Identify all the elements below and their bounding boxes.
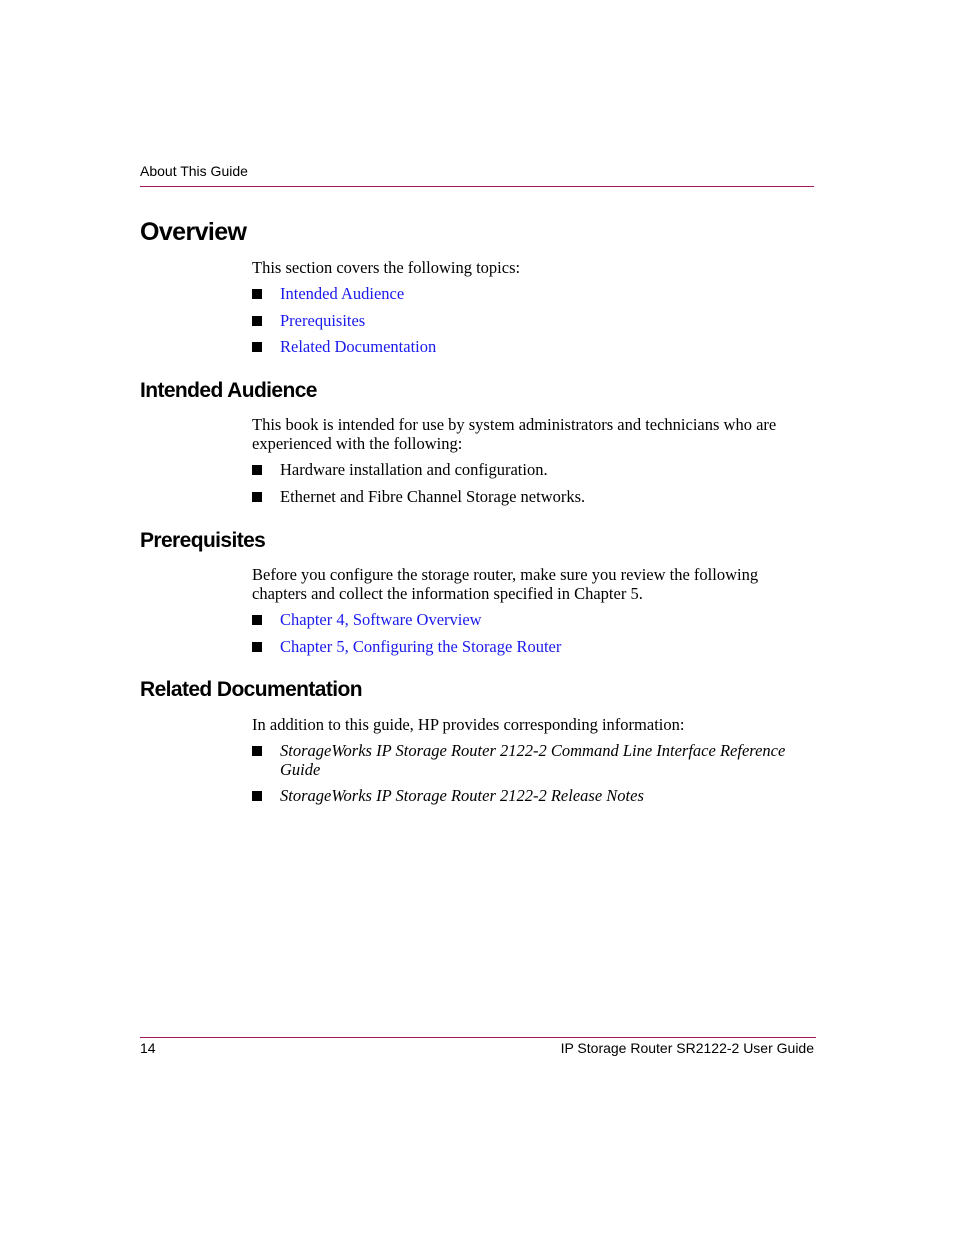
overview-intro: This section covers the following topics: [252, 258, 521, 277]
chapter-5-link[interactable]: Chapter 5, Configuring the Storage Router [280, 637, 562, 656]
prerequisites-heading: Prerequisites [140, 529, 266, 552]
prerequisites-intro: Before you configure the storage router, make sure you review the following chapters and collect the information specified in Chapter 5. [252, 565, 759, 603]
related-doc-title: StorageWorks IP Storage Router 2122-2 Command Line Interface Reference Guide [280, 741, 786, 779]
running-header: About This Guide [140, 163, 248, 179]
audience-item-text: Hardware installation and configuration. [280, 460, 548, 479]
intended-audience-heading: Intended Audience [140, 379, 317, 402]
audience-item-text: Ethernet and Fibre Channel Storage networks. [280, 487, 586, 506]
bullet-square-icon [252, 289, 262, 299]
intended-audience-intro: This book is intended for use by system administrators and technicians who are experienced with the following: [252, 415, 777, 453]
related-documentation-heading: Related Documentation [140, 678, 362, 701]
page-number: 14 [140, 1040, 156, 1056]
bullet-square-icon [252, 615, 262, 625]
related-documentation-intro: In addition to this guide, HP provides corresponding information: [252, 715, 685, 734]
topic-link-intended-audience[interactable]: Intended Audience [280, 284, 405, 303]
bullet-square-icon [252, 642, 262, 652]
bullet-square-icon [252, 746, 262, 756]
chapter-4-link[interactable]: Chapter 4, Software Overview [280, 610, 482, 629]
bullet-square-icon [252, 791, 262, 801]
bullet-square-icon [252, 316, 262, 326]
footer-rule [140, 1037, 816, 1038]
related-doc-title: StorageWorks IP Storage Router 2122-2 Release Notes [280, 786, 644, 805]
footer-doc-title: IP Storage Router SR2122-2 User Guide [560, 1040, 814, 1056]
bullet-square-icon [252, 492, 262, 502]
header-rule [140, 186, 814, 187]
overview-heading: Overview [140, 218, 247, 246]
topic-link-related-documentation[interactable]: Related Documentation [280, 337, 437, 356]
bullet-square-icon [252, 465, 262, 475]
topic-link-prerequisites[interactable]: Prerequisites [280, 311, 366, 330]
bullet-square-icon [252, 342, 262, 352]
